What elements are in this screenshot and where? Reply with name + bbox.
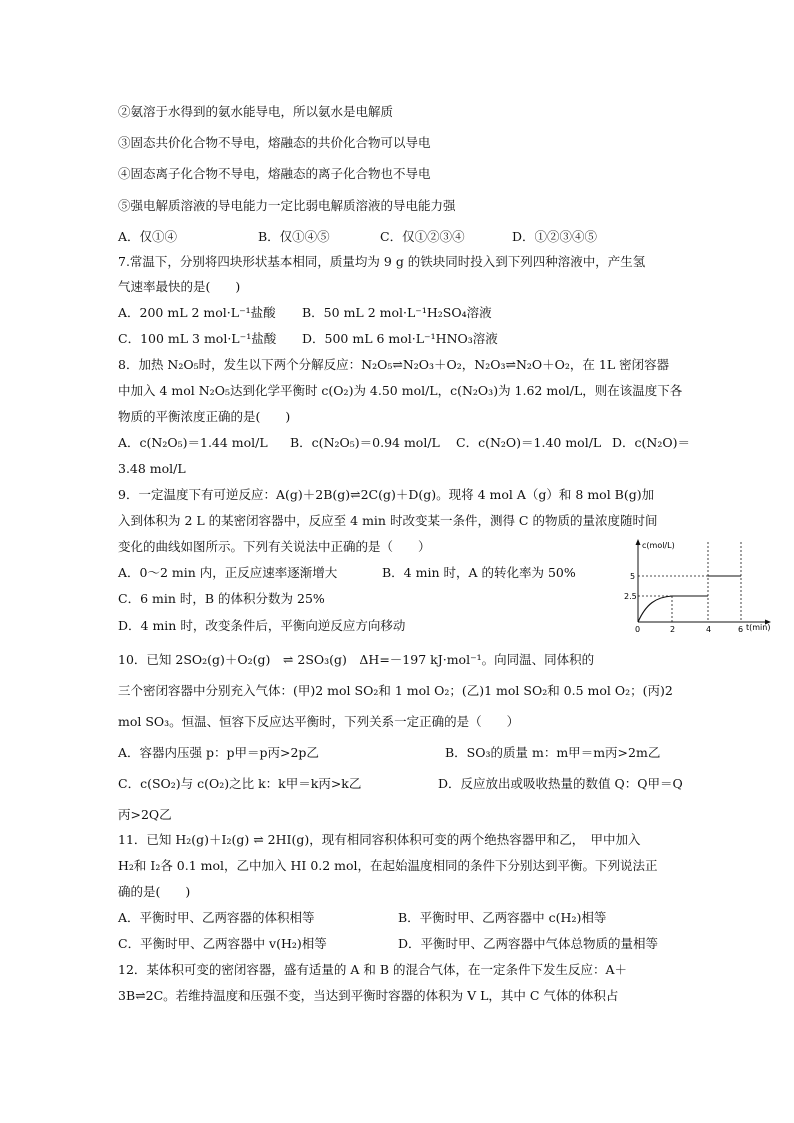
q7-option-c: C．100 mL 3 mol·L⁻¹盐酸	[118, 331, 277, 346]
q11-option-c: C．平衡时甲、乙两容器中 v(H₂)相等	[118, 936, 327, 951]
q7-option-d: D．500 mL 6 mol·L⁻¹HNO₃溶液	[302, 331, 498, 346]
q6-option-b: B．仅①④⑤	[258, 229, 330, 244]
y-tick-5: 5	[630, 572, 636, 581]
q8-option-d-cont: 3.48 mol/L	[118, 461, 186, 476]
q8-option-a: A．c(N₂O₅)＝1.44 mol/L	[118, 435, 268, 450]
q9-option-d: D．4 min 时，改变条件后，平衡向逆反应方向移动	[118, 618, 406, 633]
statement-4: ④固态离子化合物不导电，熔融态的离子化合物也不导电	[118, 166, 431, 181]
q11-option-b: B．平衡时甲、乙两容器中 c(H₂)相等	[398, 910, 607, 925]
q10-stem-line2: 三个密闭容器中分别充入气体：(甲)2 mol SO₂和 1 mol O₂；(乙)1 mol SO₂和 0.5 mol O₂；(丙)2	[118, 683, 673, 698]
q10-option-b: B．SO₃的质量 m：m甲＝m丙>2m乙	[445, 745, 661, 760]
q9-option-a: A．0～2 min 内，正反应速率逐渐增大	[118, 565, 338, 580]
q6-option-d: D．①②③④⑤	[512, 229, 598, 244]
x-tick-6: 6	[738, 625, 744, 634]
q9-option-c: C．6 min 时，B 的体积分数为 25%	[118, 591, 325, 606]
x-tick-0: 0	[635, 625, 641, 634]
q11-stem-line1: 11．已知 H₂(g)＋I₂(g) ⇌ 2HI(g)，现有相同容积体积可变的两个绝热容器甲和乙， 甲中加入	[118, 832, 641, 847]
q10-option-d: D．反应放出或吸收热量的数值 Q：Q甲＝Q	[438, 776, 683, 791]
x-axis-label: t(min)	[746, 623, 771, 632]
q12-stem-line2: 3B⇌2C。若维持温度和压强不变，当达到平衡时容器的体积为 V L，其中 C 气体的体积占	[118, 988, 619, 1003]
q6-option-c: C．仅①②③④	[380, 229, 465, 244]
q9-stem-line1: 9．一定温度下有可逆反应：A(g)＋2B(g)⇌2C(g)＋D(g)。现将 4 mol A（g）和 8 mol B(g)加	[118, 487, 655, 502]
q6-option-a: A．仅①④	[118, 229, 178, 244]
q11-stem-line2: H₂和 I₂各 0.1 mol，乙中加入 HI 0.2 mol，在起始温度相同的条件下分别达到平衡。下列说法正	[118, 858, 658, 873]
curve-before-4min	[638, 596, 708, 622]
q7-option-a: A．200 mL 2 mol·L⁻¹盐酸	[118, 305, 276, 320]
q9-option-b: B．4 min 时，A 的转化率为 50%	[382, 565, 576, 580]
q11-stem-line3: 确的是( )	[118, 884, 191, 899]
q11-option-d: D．平衡时甲、乙两容器中气体总物质的量相等	[398, 936, 659, 951]
q9-stem-line3: 变化的曲线如图所示。下列有关说法中正确的是（ ）	[118, 539, 431, 554]
q8-option-b: B．c(N₂O₅)＝0.94 mol/L	[290, 435, 440, 450]
q7-stem-line1: 7.常温下，分别将四块形状基本相同，质量均为 9 g 的铁块同时投入到下列四种溶液中，产生氢	[118, 254, 646, 269]
q10-stem-line3: mol SO₃。恒温、恒容下反应达平衡时，下列关系一定正确的是（ ）	[118, 714, 520, 729]
y-axis-label: c(mol/L)	[642, 541, 675, 550]
q10-option-c: C．c(SO₂)与 c(O₂)之比 k：k甲＝k丙>k乙	[118, 776, 362, 791]
q8-option-d: D．c(N₂O)＝	[612, 435, 690, 450]
q7-stem-line2: 气速率最快的是( )	[118, 279, 241, 294]
concentration-time-graph	[624, 538, 778, 634]
q8-option-c: C．c(N₂O)＝1.40 mol/L	[456, 435, 602, 450]
y-tick-2.5: 2.5	[624, 592, 637, 601]
q10-option-d-cont: 丙>2Q乙	[118, 807, 172, 822]
q8-stem-line1: 8．加热 N₂O₅时，发生以下两个分解反应：N₂O₅⇌N₂O₃＋O₂，N₂O₃⇌N₂O＋O₂，在 1L 密闭容器	[118, 357, 670, 372]
x-tick-2: 2	[670, 625, 676, 634]
statement-3: ③固态共价化合物不导电，熔融态的共价化合物可以导电	[118, 135, 431, 150]
q7-option-b: B．50 mL 2 mol·L⁻¹H₂SO₄溶液	[302, 305, 492, 320]
q8-stem-line3: 物质的平衡浓度正确的是( )	[118, 409, 291, 424]
q11-option-a: A．平衡时甲、乙两容器的体积相等	[118, 910, 315, 925]
q12-stem-line1: 12．某体积可变的密闭容器，盛有适量的 A 和 B 的混合气体，在一定条件下发生反应：A＋	[118, 962, 628, 977]
statement-2: ②氨溶于水得到的氨水能导电，所以氨水是电解质	[118, 104, 394, 119]
q8-stem-line2: 中加入 4 mol N₂O₅达到化学平衡时 c(O₂)为 4.50 mol/L，c(N₂O₃)为 1.62 mol/L，则在该温度下各	[118, 383, 683, 398]
q10-stem-line1: 10．已知 2SO₂(g)＋O₂(g) ⇌ 2SO₃(g) ΔH=－197 kJ·mol⁻¹。向同温、同体积的	[118, 652, 595, 667]
q10-option-a: A．容器内压强 p：p甲＝p丙>2p乙	[118, 745, 319, 760]
y-axis-arrow	[636, 539, 641, 545]
q9-stem-line2: 入到体积为 2 L 的某密闭容器中，反应至 4 min 时改变某一条件，测得 C 的物质的量浓度随时间	[118, 513, 658, 528]
x-tick-4: 4	[706, 625, 712, 634]
statement-5: ⑤强电解质溶液的导电能力一定比弱电解质溶液的导电能力强	[118, 198, 456, 213]
